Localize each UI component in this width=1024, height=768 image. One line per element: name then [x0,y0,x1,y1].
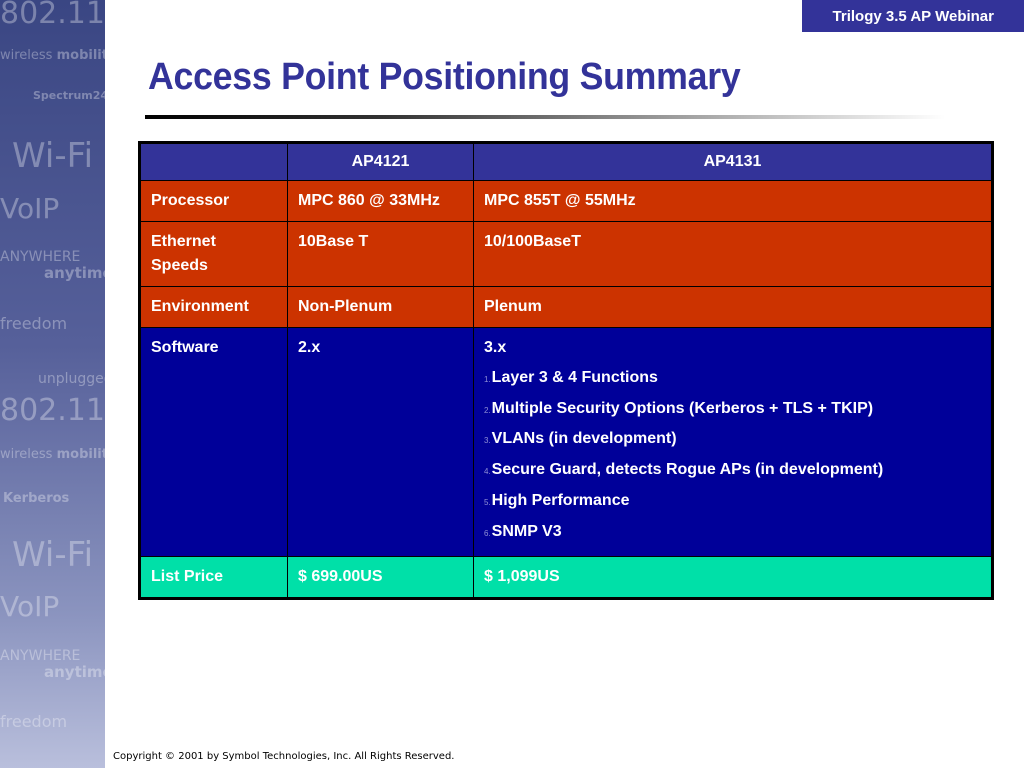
list-item [484,425,981,456]
row-label: Environment [140,287,288,328]
table-row-processor [140,181,993,222]
list-item [484,456,981,487]
sidebar-word: unplugged [38,371,113,387]
ap4121-value: Non-Plenum [288,287,474,328]
table-row-software [140,328,993,557]
item-text: VLANs (in development) [491,430,677,448]
list-item [484,395,981,426]
item-text: Layer 3 & 4 Functions [491,369,658,386]
sidebar-word: VoIP [0,590,60,623]
sidebar-word: wireless mobility [0,48,117,63]
ap-summary-table [138,141,994,600]
list-item [484,364,981,395]
sidebar-word: freedom [0,314,68,333]
sidebar-word: ANYWHERE [0,648,81,664]
sidebar-word: wireless mobility [0,447,117,462]
sidebar-word: Wi-Fi [12,535,94,575]
row-label: Software [140,328,288,557]
item-number: 5. [484,497,491,507]
sidebar-word: anytime [44,264,113,282]
item-text: High Performance [491,491,630,509]
sidebar-word: Kerberos [3,491,70,506]
item-text: Multiple Security Options (Kerberos + TLS + TKIP) [491,399,874,417]
list-item [484,487,981,518]
item-number: 4. [484,467,491,477]
item-number: 3. [484,436,491,446]
ap4131-value: 10/100BaseT [474,222,993,287]
list-item [484,518,981,549]
decorative-sidebar [0,0,125,768]
row-label: List Price [140,557,288,599]
sidebar-word: Spectrum24 [33,89,109,102]
table-row-ethernet [140,222,993,287]
sidebar-word: 802.11b [0,393,125,428]
item-number: 1. [484,375,491,384]
ap4121-value: $ 699.00US [288,557,474,599]
sidebar-word: freedom [0,712,68,731]
copyright-notice: Copyright © 2001 by Symbol Technologies, Inc. All Rights Reserved. [113,751,455,762]
ap4121-value: MPC 860 @ 33MHz [288,181,474,222]
title-divider [145,115,945,119]
item-text: SNMP V3 [491,522,562,540]
ap4131-value [474,328,993,557]
table-header-row [140,143,993,181]
webinar-badge: Trilogy 3.5 AP Webinar [802,0,1024,32]
header-cell-ap4121: AP4121 [288,143,474,181]
ap4131-value: $ 1,099US [474,557,993,599]
feature-list [484,364,981,548]
ap4131-value: MPC 855T @ 55MHz [474,181,993,222]
ap4121-value: 2.x [288,328,474,557]
header-cell-empty [140,143,288,181]
header-cell-ap4131: AP4131 [474,143,993,181]
sidebar-word: anytime [44,663,113,681]
sidebar-word: 802.11b [0,0,125,31]
row-label: Ethernet Speeds [140,222,288,287]
row-label: Processor [140,181,288,222]
ap4131-value: Plenum [474,287,993,328]
table-row-list-price [140,557,993,599]
ap4121-value: 10Base T [288,222,474,287]
sidebar-word: Wi-Fi [12,136,94,176]
table-row-environment [140,287,993,328]
sidebar-word: ANYWHERE [0,249,81,265]
sidebar-word: VoIP [0,192,60,225]
item-number: 2. [484,405,491,415]
slide-title: Access Point Positioning Summary [148,56,741,98]
item-text: Secure Guard, detects Rogue APs (in development) [491,461,884,479]
item-number: 6. [484,528,491,538]
software-version: 3.x [484,339,507,356]
